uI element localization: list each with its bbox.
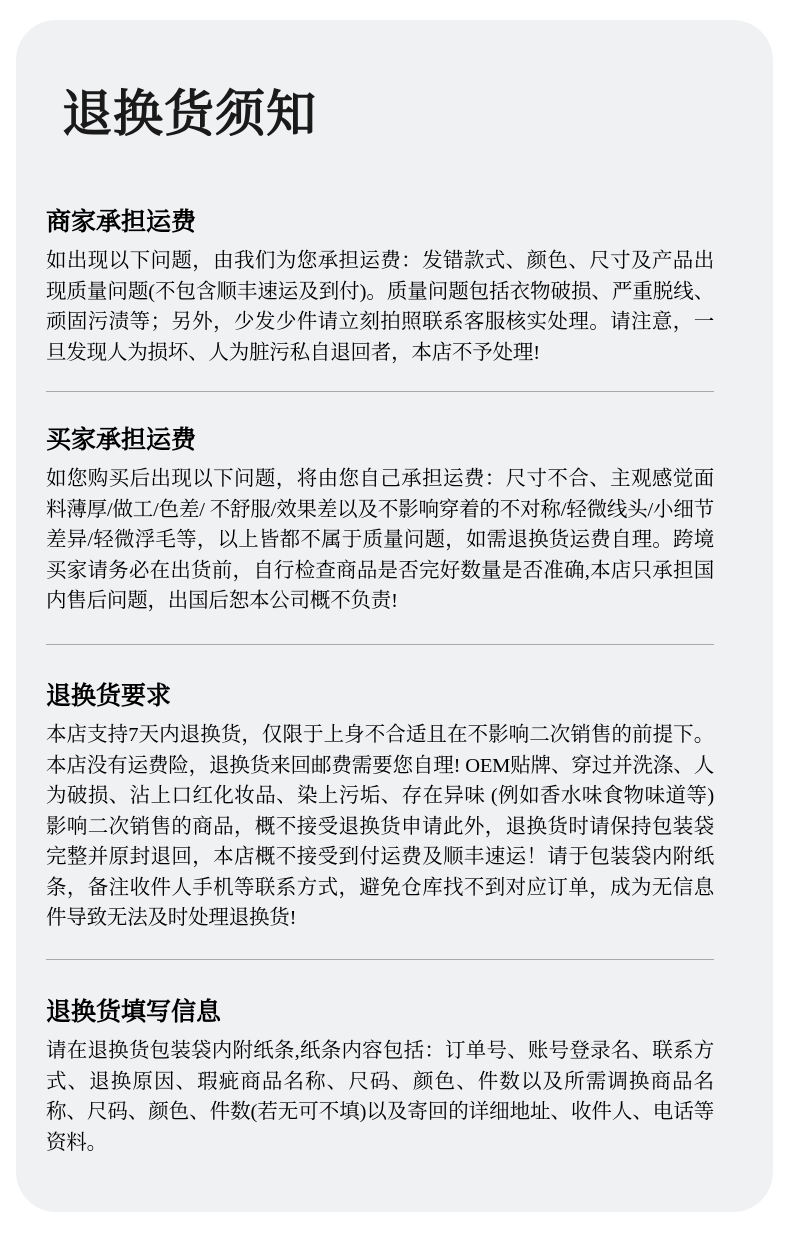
section-divider — [46, 644, 714, 645]
section-return-requirements — [46, 680, 714, 934]
section-heading: 退换货填写信息 — [46, 999, 222, 1026]
section-heading: 买家承担运费 — [46, 427, 197, 454]
section-body: 如您购买后出现以下问题，将由您自己承担运费：尺寸不合、主观感觉面料薄厚/做工/色差/ 不舒服/效果差以及不影响穿着的不对称/轻微线头/小细节差异/轻微浮毛等，以上皆都不属于质量问题，如需退换货运费自理。跨境买家请务必在出货前，自行检查商品是否完好数量是否准确,本店只承担国内售后问题，出国后恕本公司概不负责! — [46, 468, 714, 612]
section-divider — [46, 391, 714, 392]
section-body: 如出现以下问题，由我们为您承担运费：发错款式、颜色、尺寸及产品出现质量问题(不包含顺丰速运及到付)。质量问题包括衣物破损、严重脱线、顽固污渍等；另外，少发少件请立刻拍照联系客服核实处理。请注意，一旦发现人为损坏、人为脏污私自退回者，本店不予处理! — [46, 250, 714, 364]
section-return-info — [46, 996, 714, 1158]
section-heading: 退换货要求 — [46, 683, 172, 710]
section-heading: 商家承担运费 — [46, 209, 197, 236]
section-body: 请在退换货包装袋内附纸条,纸条内容包括：订单号、账号登录名、联系方式、退换原因、瑕疵商品名称、尺码、颜色、件数以及所需调换商品名称、尺码、颜色、件数(若无可不填)以及寄回的详细地址、收件人、电话等资料。 — [46, 1040, 714, 1154]
section-seller-pays-shipping — [46, 206, 714, 368]
page-title: 退换货须知 — [62, 85, 317, 143]
section-buyer-pays-shipping — [46, 424, 714, 617]
section-divider — [46, 959, 714, 960]
section-body: 本店支持7天内退换货，仅限于上身不合适且在不影响二次销售的前提下。本店没有运费险，退换货来回邮费需要您自理! OEM贴牌、穿过并洗涤、人为破损、沾上口红化妆品、染上污垢、存在异味 (例如香水味食物味道等) 影响二次销售的商品，概不接受退换货申请此外，退换货时请保持包装袋完整并原封退回，本店概不接受到付运费及顺丰速运！请于包装袋内附纸条，备注收件人手机等联系方式，避免仓库找不到对应订单，成为无信息件导致无法及时处理退换货! — [46, 724, 714, 929]
